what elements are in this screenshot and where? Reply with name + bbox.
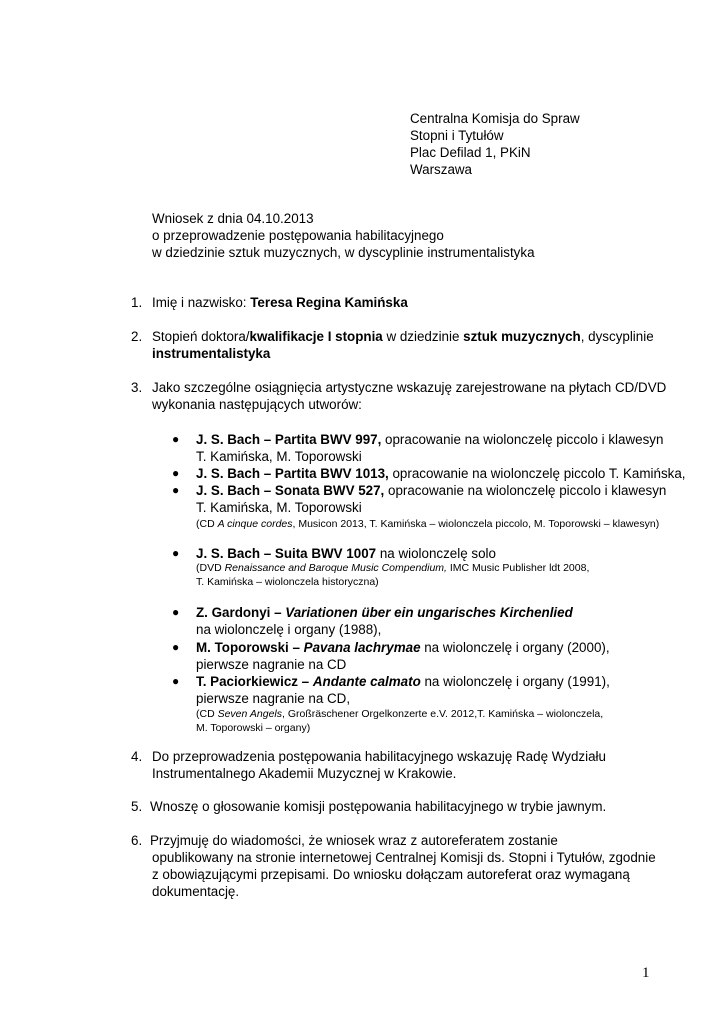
item-1-text xyxy=(152,294,408,311)
work-7-desc: na wiolonczelę i organy (1991), xyxy=(420,674,610,689)
work-3 xyxy=(196,482,666,499)
item-2-part-b: kwalifikacje I stopnia xyxy=(249,329,383,344)
bullet-icon: ● xyxy=(172,466,180,480)
work-5-instruments: na wiolonczelę i organy (1988), xyxy=(196,622,382,637)
item-3-line-1: Jako szczególne osiągnięcia artystyczne wskazuję zarejestrowane na płytach CD/DVD xyxy=(152,380,667,395)
work-2-title: J. S. Bach – Partita BWV 1013, xyxy=(196,466,389,481)
item-3-number: 3. xyxy=(131,380,143,395)
item-6-line-2: opublikowany na stronie internetowej Centralnej Komisji ds. Stopni i Tytułów, zgodnie xyxy=(152,850,656,865)
item-6-line-1: Przyjmuję do wiadomości, że wniosek wraz z autoreferatem zostanie xyxy=(150,833,558,848)
item-6-number: 6. xyxy=(131,833,143,848)
work-3-desc: opracowanie na wiolonczelę piccolo i klawesyn xyxy=(384,483,667,498)
work-4 xyxy=(196,545,496,562)
work-1-performers: T. Kamińska, M. Toporowski xyxy=(196,449,362,464)
work-6-composer: M. Toporowski – xyxy=(196,640,304,655)
work-3-title: J. S. Bach – Sonata BWV 527, xyxy=(196,483,385,498)
work-6-desc: na wiolonczelę i organy (2000), xyxy=(420,640,610,655)
item-2-part-c: w dziedzinie xyxy=(382,329,464,344)
item-1-number: 1. xyxy=(131,295,143,310)
item-2-discipline: instrumentalistyka xyxy=(152,346,271,361)
dvd-publisher: IMC Music Publisher ldt 2008, xyxy=(446,562,590,574)
work-5 xyxy=(196,604,573,621)
bullet-icon: ● xyxy=(172,483,180,497)
work-7 xyxy=(196,673,610,690)
item-1-label: Imię i nazwisko: xyxy=(152,295,251,310)
item-4-line-1: Do przeprowadzenia postępowania habilitacyjnego wskazuję Radę Wydziału xyxy=(152,749,606,764)
item-4-line-2: Instrumentalnego Akademii Muzycznej w Krakowie. xyxy=(152,766,457,781)
work-1-desc: opracowanie na wiolonczelę piccolo i klawesyn xyxy=(381,432,664,447)
work-5-composer: Z. Gardonyi – xyxy=(196,605,286,620)
cd-2-details: , Großräschener Orgelkonzerte e.V. 2012,T. Kamińska – wiolonczela, xyxy=(282,708,604,720)
work-6-title: Pavana lachrymae xyxy=(303,640,421,655)
work-6-note: pierwsze nagranie na CD xyxy=(196,657,347,672)
address-line-1: Centralna Komisja do Spraw xyxy=(410,111,580,126)
dvd-note xyxy=(196,561,589,575)
bullet-icon: ● xyxy=(172,432,180,446)
dvd-note-line-2: T. Kamińska – wiolonczela historyczna) xyxy=(196,576,379,588)
bullet-icon: ● xyxy=(172,605,180,619)
work-7-composer: T. Paciorkiewicz – xyxy=(196,674,313,689)
work-4-desc: na wiolonczelę solo xyxy=(376,546,496,561)
item-2-part-e: , dyscyplinie xyxy=(580,329,654,344)
item-2-part-d: sztuk muzycznych xyxy=(463,329,581,344)
page-number: 1 xyxy=(642,965,650,981)
address-line-3: Plac Defilad 1, PKiN xyxy=(410,145,531,160)
work-1 xyxy=(196,431,663,448)
bullet-icon: ● xyxy=(172,640,180,654)
work-2 xyxy=(196,465,686,482)
item-5-number: 5. xyxy=(131,799,143,814)
request-subject: o przeprowadzenie postępowania habilitacyjnego xyxy=(152,228,444,243)
request-date: Wniosek z dnia 04.10.2013 xyxy=(152,211,314,226)
item-6-line-4: dokumentację. xyxy=(152,884,240,899)
item-4-number: 4. xyxy=(131,749,143,764)
item-5-line-1: Wnoszę o głosowanie komisji postępowania habilitacyjnego w trybie jawnym. xyxy=(150,799,607,814)
address-line-4: Warszawa xyxy=(410,162,473,177)
cd-1-prefix: (CD xyxy=(196,518,218,530)
work-7-note: pierwsze nagranie na CD, xyxy=(196,691,351,706)
work-5-title: Variationen über ein ungarisches Kirchenlied xyxy=(285,605,573,620)
dvd-prefix: (DVD xyxy=(196,562,225,574)
cd-2-note-line-2: M. Toporowski – organy) xyxy=(196,722,311,734)
work-2-desc: opracowanie na wiolonczelę piccolo T. Kamińska, xyxy=(388,466,686,481)
cd-2-note xyxy=(196,707,603,721)
work-6 xyxy=(196,639,610,656)
bullet-icon: ● xyxy=(172,546,180,560)
address-line-2: Stopni i Tytułów xyxy=(410,128,504,143)
work-3-performers: T. Kamińska, M. Toporowski xyxy=(196,500,362,515)
item-6-line-3: z obowiązującymi przepisami. Do wniosku dołączam autoreferat oraz wymaganą xyxy=(152,867,630,882)
bullet-icon: ● xyxy=(172,674,180,688)
cd-2-prefix: (CD xyxy=(196,708,218,720)
work-7-title: Andante calmato xyxy=(312,674,421,689)
work-4-title: J. S. Bach – Suita BWV 1007 xyxy=(196,546,377,561)
cd-1-album: A cinque cordes xyxy=(217,518,293,530)
dvd-album: Renaissance and Baroque Music Compendium, xyxy=(224,562,447,574)
cd-1-details: , Musicon 2013, T. Kamińska – wiolonczela piccolo, M. Toporowski – klawesyn) xyxy=(292,518,660,530)
applicant-name: Teresa Regina Kamińska xyxy=(250,295,408,310)
cd-1-note xyxy=(196,517,659,531)
item-3-line-2: wykonania następujących utworów: xyxy=(152,397,362,412)
item-2-number: 2. xyxy=(131,329,143,344)
request-field: w dziedzinie sztuk muzycznych, w dyscyplinie instrumentalistyka xyxy=(152,245,535,260)
work-1-title: J. S. Bach – Partita BWV 997, xyxy=(196,432,382,447)
item-2-text xyxy=(152,328,654,345)
cd-2-album: Seven Angels xyxy=(217,708,282,720)
item-2-part-a: Stopień doktora/ xyxy=(152,329,250,344)
